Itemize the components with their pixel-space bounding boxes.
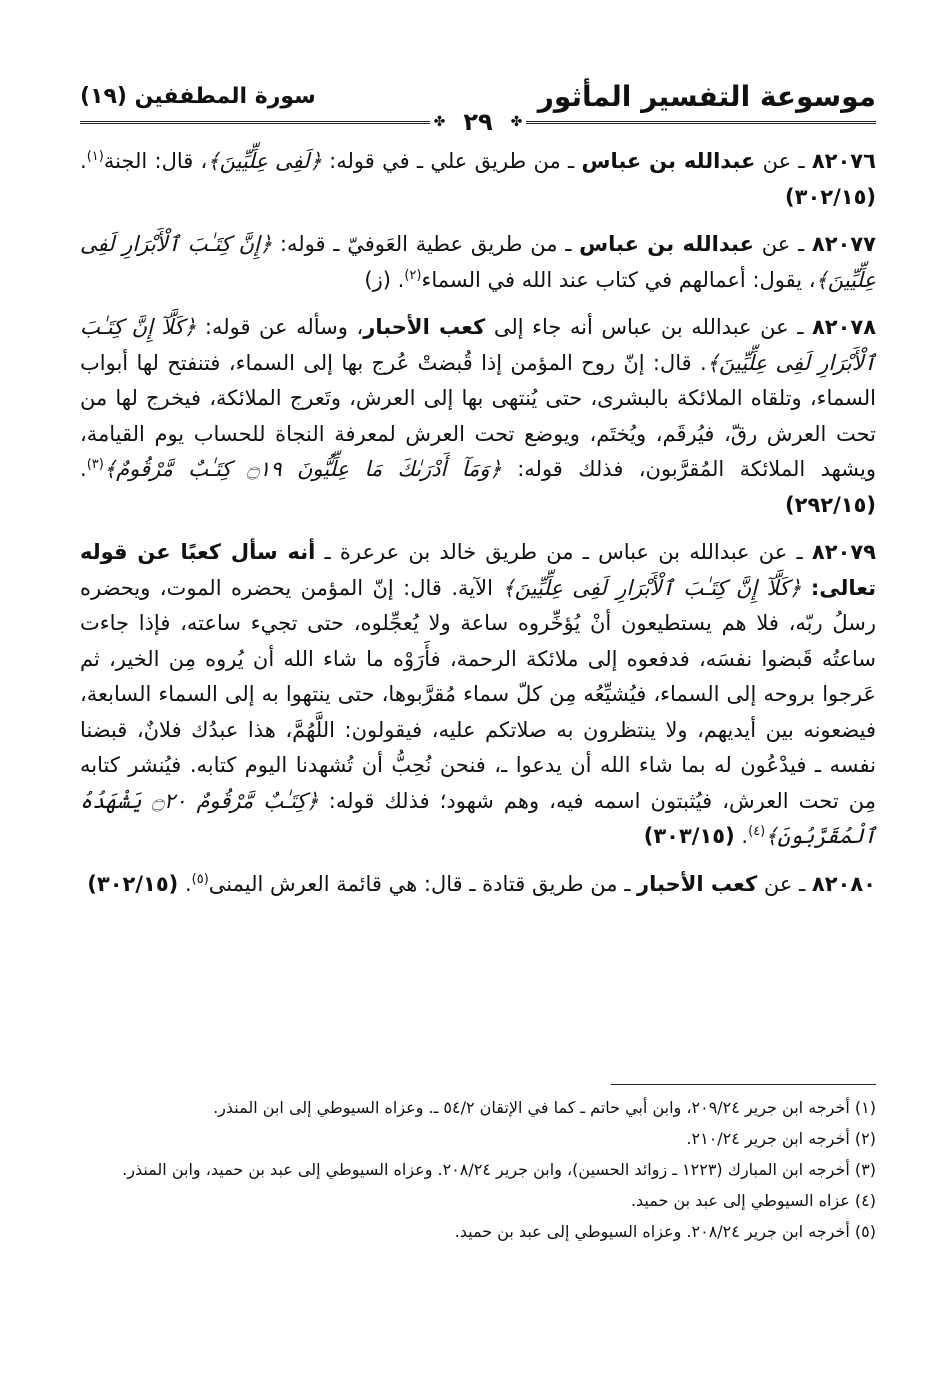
- source-reference: (٣٠٢/١٥): [785, 184, 876, 209]
- footnote-separator: [611, 1084, 876, 1085]
- source-reference: (٣٠٢/١٥): [87, 871, 179, 896]
- footnote: (٢) أخرجه ابن جرير ٢١٠/٢٤.: [686, 1129, 876, 1148]
- entry-text: ـ من طريق قتادة ـ قال: هي قائمة العرش اليمنى: [208, 871, 631, 896]
- quran-verse: ﴿وَمَآ أَدْرَىٰكَ مَا عِلِّيُّونَ ۝١٩ كِتَـٰبٌ مَّرْقُومٌ﴾: [103, 457, 502, 481]
- ornament-icon: ✤: [510, 114, 523, 130]
- entry-text: ـ من طريق علي ـ في قوله:: [329, 149, 575, 173]
- page-number: ٢٩: [463, 108, 493, 136]
- quran-verse: ﴿كَلَّآ إِنَّ كِتَـٰبَ ٱلْأَبْرَارِ لَفِى عِلِّيِّينَ﴾: [502, 575, 802, 600]
- entry-82080: ٨٢٠٨٠ ـ عن كعب الأحبار ـ من طريق قتادة ـ قال: هي قائمة العرش اليمنى$^{(٥)}$. (٣٠٢/١٥): [87, 871, 876, 896]
- footnote: (١) أخرجه ابن جرير ٢٠٩/٢٤، وابن أبي حاتم ـ كما في الإتقان ٥٤/٢ ـ. وعزاه السيوطي إلى ابن المنذر.: [213, 1098, 876, 1117]
- entry-text: عن: [761, 232, 791, 256]
- quran-verse: ﴿كَلَّآ إِنَّ كِتَـٰبَ ٱلْأَبْرَارِ لَفِى عِلِّيِّينَ﴾: [80, 315, 876, 375]
- narrator-name: كعب الأحبار: [363, 315, 486, 339]
- entry-number: ٨٢٠٧٦: [811, 149, 876, 173]
- entry-text: ، وسأله عن قوله:: [204, 315, 364, 339]
- entry-text: ، يقول: أعمالهم في كتاب عند الله في السماء: [421, 267, 816, 292]
- footnote-ref[interactable]: (٥): [191, 871, 209, 887]
- entry-text: ، قال: الجنة: [103, 149, 208, 173]
- entry-number: ٨٢٠٧٨: [811, 315, 877, 339]
- footnote-ref[interactable]: (٤): [748, 824, 766, 839]
- entry-text: . (ز): [364, 267, 405, 292]
- book-title: موسوعة التفسير المأثور: [537, 79, 876, 113]
- narrator-name: كعب الأحبار: [637, 871, 758, 896]
- narrator-name: عبدالله بن عباس: [579, 232, 754, 256]
- entry-text: عن عبدالله بن عباس أنه جاء إلى: [493, 315, 789, 339]
- quran-verse: ﴿كِتَـٰبٌ مَّرْقُومٌ ۝٢٠ يَشْهَدُهُ ٱلْمُقَرَّبُونَ﴾: [80, 788, 876, 848]
- rule-line-right: [526, 121, 876, 124]
- header-rule: [80, 110, 876, 134]
- narrator-name: عبدالله بن عباس: [581, 149, 756, 173]
- entry-text: . قال: إنّ روح المؤمن إذا قُبضتْ عُرج بها إلى السماء، فتنفتح لها أبواب السماء، وتلقاه الملائكة بالبشرى، حتى يُنتهى بها إلى العرش، وتَعرج الملائكة، فيخرج لها من تحت العرش رقّ، فيُرقَم، ويُختَم، ويوضع تحت العرش لمعرفة النجاة للحساب يوم القيامة، ويشهد الملائكة المُقرَّبون، فذلك قوله:: [80, 350, 877, 481]
- bold-phrase: أنه سأل كعبًا عن قوله تعالى:: [80, 540, 877, 600]
- quran-verse: ﴿إِنَّ كِتَـٰبَ ٱلْأَبْرَارِ لَفِى عِلِّيِّينَ﴾: [80, 232, 876, 292]
- entry-text: .: [741, 824, 749, 848]
- main-text: [80, 144, 876, 914]
- entry-82078: ٨٢٠٧٨ ـ عن عبدالله بن عباس أنه جاء إلى كعب الأحبار، وسأله عن قوله: ﴿كَلَّآ إِنَّ كِتَـٰبَ ٱلْأَبْرَارِ لَفِى عِلِّيِّينَ﴾. قال: إنّ روح المؤمن إذا قُبضتْ عُرج بها إلى السماء، فتنفتح لها أبواب السماء، وتلقاه الملائكة بالبشرى، حتى يُنتهى بها إلى العرش، وتَعرج الملائكة، فيخرج لها من تحت العرش رقّ، فيُرقَم، ويُختَم، ويوضع تحت العرش لمعرفة النجاة للحساب يوم القيامة، ويشهد الملائكة المُقرَّبون، فذلك قوله: ﴿وَمَآ أَدْرَىٰكَ مَا عِلِّيُّونَ ۝١٩ كِتَـٰبٌ مَّرْقُومٌ﴾$^{(٣)}$. (٢٩٢/١٥): [80, 315, 877, 517]
- footnote: (٣) أخرجه ابن المبارك (١٢٢٣ ـ زوائد الحسين)، وابن جرير ٢٠٨/٢٤. وعزاه السيوطي إلى عبد بن حميد، وابن المنذر.: [122, 1160, 876, 1179]
- entry-82077: ٨٢٠٧٧ ـ عن عبدالله بن عباس ـ من طريق عطية العَوفيّ ـ قوله: ﴿إِنَّ كِتَـٰبَ ٱلْأَبْرَارِ لَفِى عِلِّيِّينَ﴾، يقول: أعمالهم في كتاب عند الله في السماء$^{(٢)}$. (ز): [80, 232, 876, 292]
- footnote: (٤) عزاه السيوطي إلى عبد بن حميد.: [630, 1191, 876, 1210]
- entry-number: ٨٢٠٧٧: [811, 232, 876, 256]
- entry-text: الآية. قال: إنّ المؤمن يحضره الموت، ويحضره رسلُ ربّه، فلا هم يستطيعون أنْ يُؤخِّروه ساعة ولا يُعجِّلوه، حتى تجيء ساعته، فإذا جاءت ساعتُه قَبضوا نفسَه، فدفعوه إلى ملائكة الرحمة، فأَرَوْه ما شاء الله أن يُروه مِن الخير، ثم عَرجوا بروحه إلى السماء، فيُشيِّعُه مِن كلّ سماء مُقرَّبوها، حتى ينتهوا به إلى السماء السابعة، فيضعونه بين أيديهم، ولا ينتظرون به صلاتكم عليه، فيقولون: اللَّهُمَّ، هذا عبدُك فلانٌ، قبضنا نفسه ـ فيدْعُون له بما شاء الله أن يدعوا ـ، فنحن نُحِبُّ أن تُشهدنا اليوم كتابه. فيُنشر كتابه مِن تحت العرش، فيُثبتون اسمه فيه، وهم شهود؛ فذلك قوله:: [80, 575, 876, 813]
- source-reference: (٣٠٣/١٥): [643, 824, 735, 848]
- entry-text: .: [80, 149, 87, 173]
- entry-text: .: [184, 871, 192, 896]
- entry-number: ٨٢٠٧٩: [811, 540, 876, 564]
- footnote-ref[interactable]: (٣): [86, 457, 104, 472]
- entry-text: عن: [762, 149, 792, 173]
- footnote-ref[interactable]: (٢): [404, 267, 422, 283]
- entry-82079: ٨٢٠٧٩ ـ عن عبدالله بن عباس ـ من طريق خالد بن عرعرة ـ أنه سأل كعبًا عن قوله تعالى: ﴿كَلَّآ إِنَّ كِتَـٰبَ ٱلْأَبْرَارِ لَفِى عِلِّيِّينَ﴾ الآية. قال: إنّ المؤمن يحضره الموت، ويحضره رسلُ ربّه، فلا هم يستطيعون أنْ يُؤخِّروه ساعة ولا يُعجِّلوه، حتى تجيء ساعته، فإذا جاءت ساعتُه قَبضوا نفسَه، فدفعوه إلى ملائكة الرحمة، فأَرَوْه ما شاء الله أن يُروه مِن الخير، ثم عَرجوا بروحه إلى السماء، فيُشيِّعُه مِن كلّ سماء مُقرَّبوها، حتى ينتهوا به إلى السماء السابعة، فيضعونه بين أيديهم، ولا ينتظرون به صلاتكم عليه، فيقولون: اللَّهُمَّ، هذا عبدُك فلانٌ، قبضنا نفسه ـ فيدْعُون له بما شاء الله أن يدعوا ـ، فنحن نُحِبُّ أن تُشهدنا اليوم كتابه. فيُنشر كتابه مِن تحت العرش، فيُثبتون اسمه فيه، وهم شهود؛ فذلك قوله: ﴿كِتَـٰبٌ مَّرْقُومٌ ۝٢٠ يَشْهَدُهُ ٱلْمُقَرَّبُونَ﴾$^{(٤)}$. (٣٠٣/١٥): [80, 540, 877, 848]
- footnote-ref[interactable]: (١): [86, 149, 104, 164]
- entry-text: .: [80, 457, 87, 481]
- footnote: (٥) أخرجه ابن جرير ٢٠٨/٢٤. وعزاه السيوطي إلى عبد بن حميد.: [454, 1222, 876, 1241]
- quran-verse: ﴿لَفِى عِلِّيِّينَ﴾: [207, 149, 322, 173]
- entry-82076: ٨٢٠٧٦ ـ عن عبدالله بن عباس ـ من طريق علي ـ في قوله: ﴿لَفِى عِلِّيِّينَ﴾، قال: الجنة$^{(١)}$. (٣٠٢/١٥): [80, 149, 876, 209]
- rule-line-left: [80, 121, 430, 124]
- entry-text: ـ من طريق عطية العَوفيّ ـ قوله:: [279, 232, 572, 256]
- ornament-icon: ✤: [433, 114, 446, 130]
- source-reference: (٢٩٢/١٥): [785, 492, 876, 517]
- surah-title: سورة المطففين (١٩): [80, 83, 316, 109]
- footnotes: [80, 1094, 876, 1249]
- entry-text: عن عبدالله بن عباس ـ من طريق خالد بن عرعرة ـ: [324, 540, 788, 564]
- entry-number: ٨٢٠٨٠: [811, 871, 876, 896]
- entry-text: عن: [763, 871, 793, 896]
